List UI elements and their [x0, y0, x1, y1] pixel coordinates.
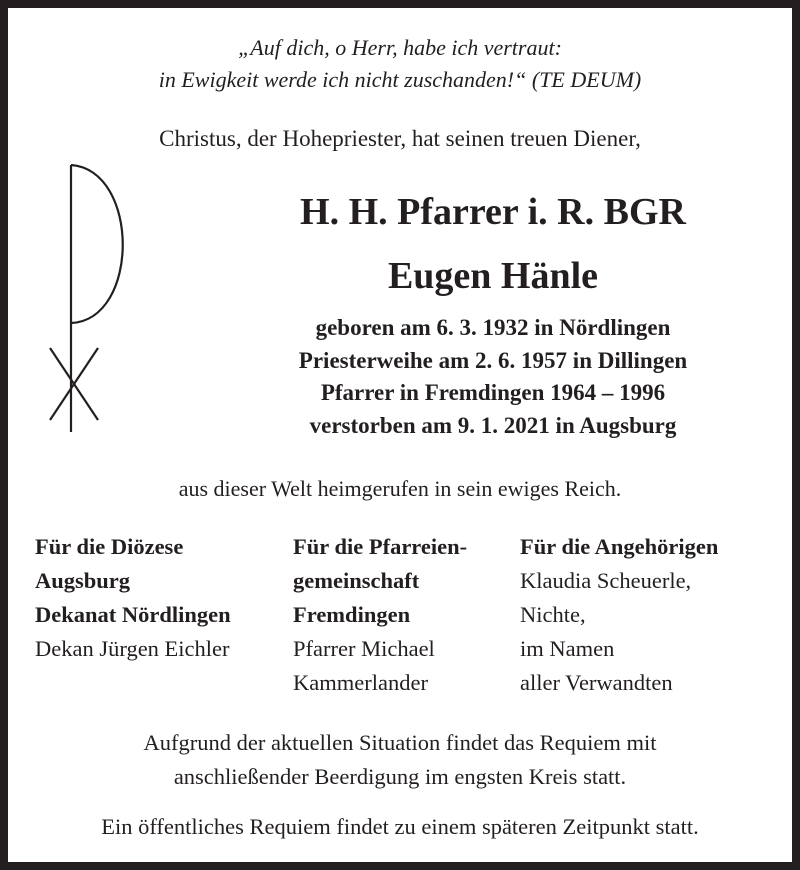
- sig-name: Klaudia Scheuerle,: [520, 568, 692, 593]
- chi-rho-icon: [40, 160, 140, 450]
- death-notice: [8, 8, 792, 862]
- deceased-fullname: Eugen Hänle: [387, 255, 599, 297]
- sig-bold: Dekanat Nördlingen: [35, 602, 231, 627]
- signature-diocese: [35, 530, 231, 666]
- deceased-title: H. H. Pfarrer i. R. BGR: [300, 191, 686, 233]
- sig-bold: Für die Pfarreien-: [293, 534, 468, 559]
- scripture-quote: [8, 32, 792, 96]
- signature-family: [520, 530, 718, 700]
- note-line: anschließender Beerdigung im engsten Kreis statt.: [173, 764, 627, 789]
- sig-bold: Für die Angehörigen: [520, 534, 719, 559]
- signature-parish: [293, 530, 467, 700]
- date-line: verstorben am 9. 1. 2021 in Augsburg: [309, 412, 677, 438]
- quote-line: „Auf dich, o Herr, habe ich vertraut:: [238, 35, 562, 60]
- sig-bold: Fremdingen: [293, 602, 411, 627]
- sig-name: Pfarrer Michael: [293, 636, 435, 661]
- date-line: Priesterweihe am 2. 6. 1957 in Dillingen: [298, 347, 688, 373]
- sig-name: Dekan Jürgen Eichler: [35, 636, 230, 661]
- called-home-text: aus dieser Welt heimgerufen in sein ewiges Reich.: [178, 476, 622, 501]
- deceased-name: [183, 180, 800, 308]
- sig-name: aller Verwandten: [520, 670, 673, 695]
- quote-line: in Ewigkeit werde ich nicht zuschanden!“ (TE DEUM): [158, 67, 642, 92]
- requiem-note: [8, 726, 792, 794]
- life-dates: [183, 312, 800, 442]
- sig-bold: Augsburg: [35, 568, 131, 593]
- date-line: Pfarrer in Fremdingen 1964 – 1996: [320, 380, 666, 405]
- sig-bold: Für die Diözese: [35, 534, 184, 559]
- public-requiem-note: Ein öffentliches Requiem findet zu einem späteren Zeitpunkt statt.: [101, 814, 699, 839]
- sig-name: Nichte,: [520, 602, 586, 627]
- intro-text: Christus, der Hohepriester, hat seinen treuen Diener,: [159, 126, 641, 151]
- sig-name: Kammerlander: [293, 670, 428, 695]
- note-line: Aufgrund der aktuellen Situation findet das Requiem mit: [143, 730, 657, 755]
- sig-bold: gemeinschaft: [293, 568, 420, 593]
- date-line: geboren am 6. 3. 1932 in Nördlingen: [315, 315, 671, 340]
- sig-name: im Namen: [520, 636, 615, 661]
